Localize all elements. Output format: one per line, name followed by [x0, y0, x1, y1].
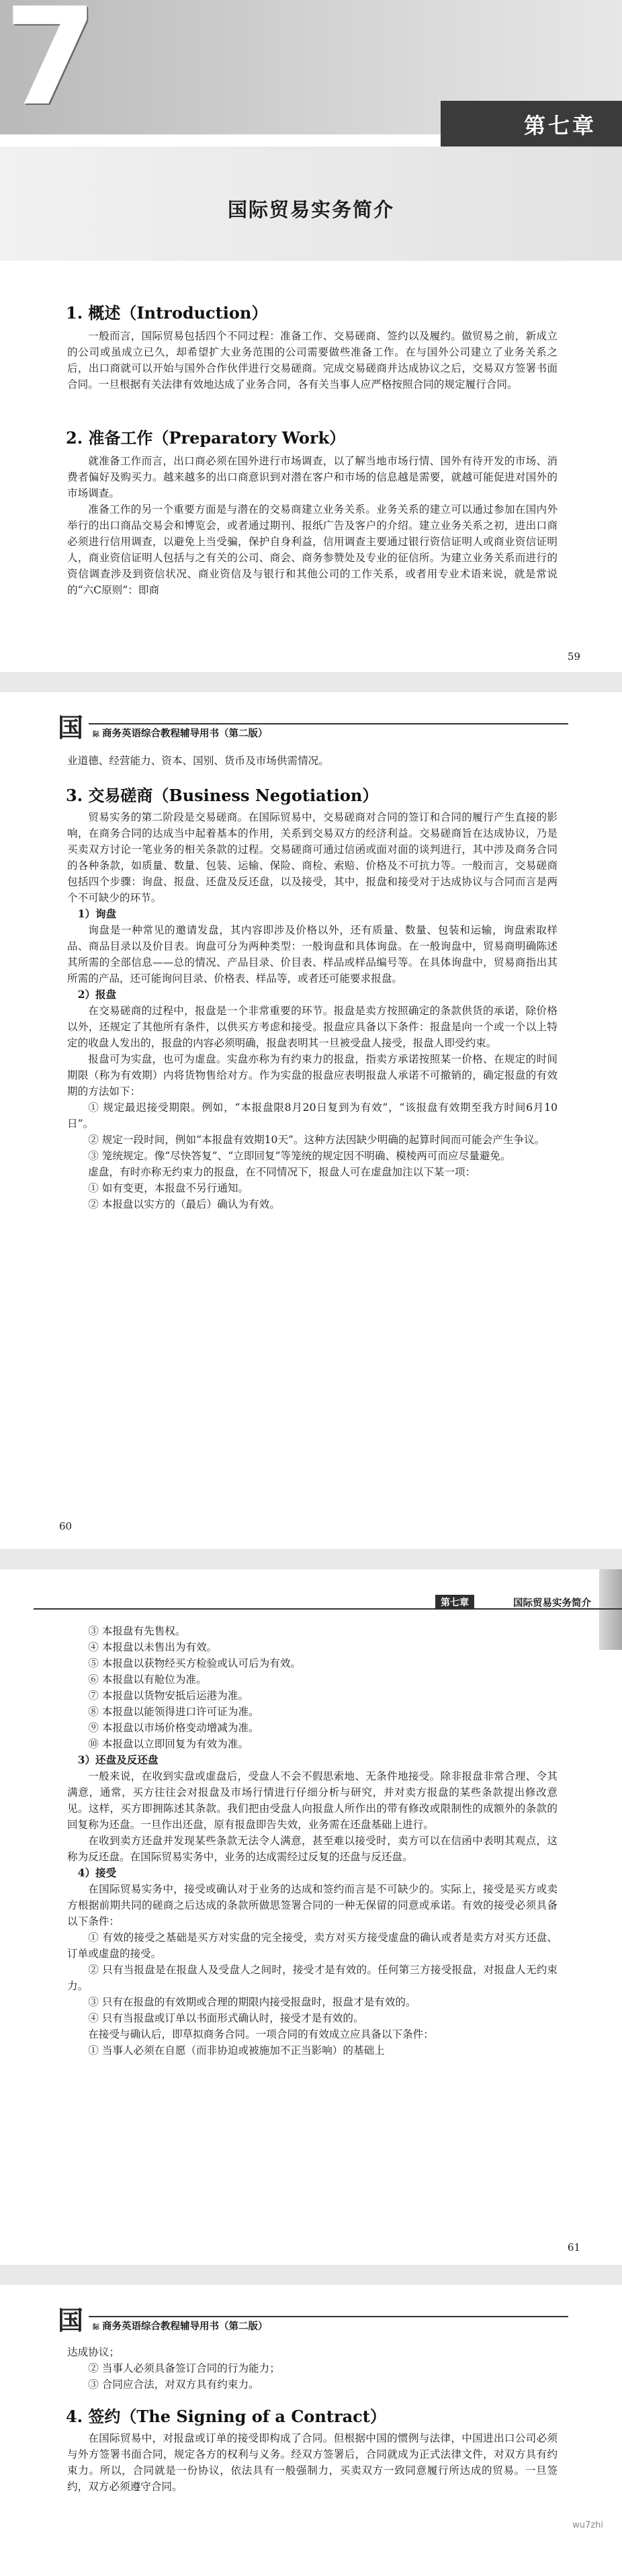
- paragraph: 一般而言，国际贸易包括四个不同过程：准备工作、交易磋商、签约以及履约。做贸易之前，新成立的公司或虽成立已久，却希望扩大业务范围的公司需要做些准备工作。在与国外公司建立了业务关系之后，出口商就可以开始与国外合作伙伴进行交易磋商。完成交易磋商并达成协议之后，交易双方签署书面合同。一旦根据有关法律有效地达成了业务合同，各有关当事人应严格按照合同的规定履行合同。: [67, 330, 558, 390]
- paragraph: 在交易磋商的过程中，报盘是一个非常重要的环节。报盘是卖方按照确定的条款供货的承诺，除价格以外，还规定了其他所有条件，以供买方考虑和接受。报盘应具备以下条件：报盘是向一个或一个以上特定的收盘人发出的，报盘的内容必须明确，报盘表明其一旦被受盘人接受，报盘人即受约束。: [67, 1005, 558, 1049]
- paragraph: 在收到卖方还盘并发现某些条款无法令人满意，甚至难以接受时，卖方可以在信函中表明其观点，这称为反还盘。在国际贸易实务中，业务的达成需经过反复的还盘与反还盘。: [67, 1835, 558, 1863]
- paragraph: 虚盘，有时亦称无约束力的报盘，在不同情况下，报盘人可在虚盘加注以下某一项：: [88, 1166, 476, 1178]
- paragraph: 贸易实务的第二阶段是交易磋商。在国际贸易中，交易磋商对合同的签订和合同的履行产生直接的影响，在商务合同的达成当中起着基本的作用，关系到交易双方的经济利益。交易磋商旨在达成协议，乃是买卖双方讨论一笔业务的相关条款的过程。交易磋商可通过信函或面对面的谈判进行，其中涉及商务合同的各种条款，如质量、数量、包装、运输、保险、商检、索赔、价格及不可抗力等。一般而言，交易磋商包括四个步骤：询盘、报盘、还盘及反还盘，以及接受，其中，报盘和接受对于达成协议与合同而言是两个不可缺少的环节。: [67, 811, 558, 904]
- paragraph: 一般来说，在收到实盘或虚盘后，受盘人不会不假思索地、无条件地接受。除非报盘非常合理、令其满意，通常，买方往往会对报盘及市场行情进行仔细分析与研究，并对卖方报盘的某些条款提出修改意见。这样，买方即拥陈述其条款。我们把由受盘人向报盘人所作出的带有修改或限制性的成额外的条款的回复称为还盘。一旦作出还盘，原有报盘即告失效，业务需在还盘基础上进行。: [67, 1770, 558, 1831]
- paragraph: 在国际贸易中，对报盘或订单的接受即构成了合同。但根据中国的惯例与法律，中国进出口公司必须与外方签署书面合同，规定各方的权利与义务。经双方签署后，合同就成为正式法律文件，对双方具有约束力。所以，合同就是一份协议，依法具有一般强制力，买卖双方一致同意履行所达成的贸易。一旦签约，双方必须遵守合同。: [67, 2432, 558, 2493]
- header-rule: [89, 723, 568, 724]
- section-body-business-negotiation: [67, 809, 558, 1212]
- watermark: wu7zhi: [572, 2520, 603, 2530]
- subheading-inquiry: 1）询盘: [77, 907, 117, 920]
- page-number: 61: [567, 2241, 580, 2253]
- section-body-introduction: [67, 328, 558, 392]
- list-item: ② 当事人必须具备签订合同的行为能力；: [88, 2362, 280, 2374]
- list-item: ④ 本报盘以未售出为有效。: [88, 1641, 218, 1653]
- section-heading-business-negotiation: 3. 交易磋商（Business Negotiation）: [66, 786, 379, 805]
- paragraph: 询盘是一种常见的邀请发盘，其内容即涉及价格以外，还有质量、数量、包装和运输，询盘索取样品、商品目录以及价目表。询盘可分为两种类型：一般询盘和具体询盘。在一般询盘中，贸易商明确陈述其所需的全部信息——总的情况、产品目录、价目表、样品或样品编号等。在具体询盘中，贸易商指出其所需的产品，还可能询问目录、价格表、样品等，或者还可能要求报盘。: [67, 924, 558, 985]
- list-item: ⑦ 本报盘以货物安抵后运港为准。: [88, 1690, 249, 1702]
- header-rule: [89, 2316, 568, 2317]
- chapter-tag: 第七章: [435, 1595, 474, 1610]
- list-item: ③ 笼统规定。像“尽快答复”、“立即回复”等笼统的规定因不明确、模棱两可而应尽量避免。: [88, 1150, 511, 1162]
- page-separator: [0, 2265, 622, 2285]
- offer-conditions-list: [67, 1623, 558, 2059]
- book-logo-subglyph: 际: [93, 731, 99, 739]
- book-title: [93, 726, 268, 740]
- section-body-preparatory-work: [67, 453, 558, 598]
- paragraph: 准备工作的另一个重要方面是与潜在的交易商建立业务关系。业务关系的建立可以通过参加在国内外举行的出口商品交易会和博览会，或者通过期刊、报纸广告及客户的介绍。建立业务关系之初，进出口商必须进行信用调查，以避免上当受骗，保护自身利益，信用调查主要通过银行资信证明人或商业资信证明人，商业资信证明人包括与之有关的公司、商会、商务参赞处及专业的征信所。为建立业务关系而进行的资信调查涉及到资信状况、商业资信及与银行和其他公司的工作关系，或者用专业术语来说，就是常说的“六C原则”：即商: [67, 503, 558, 596]
- paragraph: 业道德、经营能力、资本、国别、货币及市场供需情况。: [67, 755, 329, 767]
- list-item: ⑧ 本报盘以能领得进口许可证为准。: [88, 1706, 259, 1718]
- paragraph: 在国际贸易实务中，接受或确认对于业务的达成和签约而言是不可缺少的。实际上，接受是买方或卖方根据前期共同的磋商之后达成的条款所做思签署合同的一种无保留的同意或承诺。有效的接受必须具备以下条件：: [67, 1883, 558, 1927]
- page-number: 59: [567, 651, 580, 663]
- list-item: ② 规定一段时间，例如“本报盘有效期10天”。这种方法因缺少明确的起算时间而可能会产生争议。: [88, 1134, 545, 1146]
- chapter-label: 第七章: [523, 113, 596, 138]
- chapter-number: 7: [4, 0, 98, 136]
- page-60: [0, 692, 622, 1549]
- section-body-signing-contract: [67, 2430, 558, 2495]
- running-header: [58, 2300, 568, 2335]
- book-title: [93, 2319, 268, 2333]
- subheading-acceptance: 4）接受: [77, 1866, 117, 1879]
- list-item: ① 当事人必须在自愿（而非协迫或被施加不正当影响）的基础上: [88, 2044, 385, 2056]
- list-item: ② 只有当报盘是在报盘人及受盘人之间时，接受才是有效的。任何第三方接受报盘，对报盘人无约束力。: [67, 1964, 558, 1992]
- chapter-title: 国际贸易实务简介: [227, 198, 394, 221]
- list-item: ① 如有变更，本报盘不另行通知。: [88, 1182, 249, 1194]
- chapter-name: 国际贸易实务简介: [513, 1598, 591, 1609]
- list-item: ① 有效的接受之基础是买方对实盘的完全接受，卖方对买方接受虚盘的确认或者是卖方对买方还盘、订单或虚盘的接受。: [67, 1931, 558, 1960]
- list-item: ③ 合同应合法，对双方具有约束力。: [88, 2378, 259, 2391]
- page-separator: [0, 1549, 622, 1569]
- book-title-text: 商务英语综合教程辅导用书（第二版）: [102, 729, 268, 739]
- list-item: ③ 本报盘有先售权。: [88, 1625, 186, 1637]
- section-heading-signing-contract: 4. 签约（The Signing of a Contract）: [66, 2407, 386, 2426]
- subheading-offer: 2）报盘: [77, 988, 117, 1001]
- subheading-counter-offer: 3）还盘及反还盘: [77, 1753, 159, 1766]
- list-item: ⑩ 本报盘以立即回复为有效为准。: [88, 1738, 249, 1750]
- section-heading-introduction: 1. 概述（Introduction）: [66, 303, 268, 323]
- section-heading-preparatory-work: 2. 准备工作（Preparatory Work）: [66, 428, 346, 448]
- list-item: ③ 只有在报盘的有效期或合理的期限内接受报盘时，报盘才是有效的。: [88, 1996, 416, 2008]
- paragraph: 就准备工作而言，出口商必须在国外进行市场调查，以了解当地市场行情、国外有待开发的市场、消费者偏好及购买力。越来越多的出口商意识到对潜在客户和市场的信息越是需要，就越可能促进对国外的市场调查。: [67, 455, 558, 499]
- book-logo-subglyph: 际: [93, 2324, 99, 2331]
- running-header: [58, 707, 568, 743]
- list-item: ⑤ 本报盘以获物经买方检验或认可后为有效。: [88, 1657, 302, 1669]
- paragraph: 报盘可为实盘，也可为虚盘。实盘亦称为有约束力的报盘，指卖方承诺按照某一价格、在规定的时间期限（称为有效期）内将货物售给对方。作为实盘的报盘应表明报盘人承诺不可撤销的，确定报盘的有效期的方法如下：: [67, 1053, 558, 1097]
- continuation-text: [67, 753, 558, 769]
- page-62: [0, 2285, 622, 2576]
- page-59: [0, 0, 622, 672]
- list-item: ⑥ 本报盘以有舱位为准。: [88, 1673, 207, 1686]
- list-item: ⑨ 本报盘以市场价格变动增减为准。: [88, 1722, 259, 1734]
- book-logo-glyph: 国: [58, 2305, 84, 2335]
- book-title-text: 商务英语综合教程辅导用书（第二版）: [102, 2321, 268, 2332]
- page-number: 60: [59, 1520, 73, 1532]
- book-logo-glyph: 国: [58, 712, 84, 743]
- running-header: [34, 1593, 622, 1611]
- page-separator: [0, 672, 622, 692]
- contract-conditions-list: [67, 2344, 558, 2393]
- list-item: ① 规定最迟接受期限。例如，“本报盘限8月20日复到为有效”，“该报盘有效期至我方时间6月10日”。: [67, 1102, 558, 1130]
- paragraph: 在接受与确认后，即草拟商务合同。一项合同的有效成立应具备以下条件：: [88, 2028, 434, 2040]
- list-item: ② 本报盘以实方的（最后）确认为有效。: [88, 1198, 280, 1210]
- paragraph: 达成协议；: [67, 2346, 120, 2358]
- page-61: [0, 1569, 622, 2265]
- list-item: ④ 只有当报盘或订单以书面形式确认时，接受才是有效的。: [88, 2012, 364, 2024]
